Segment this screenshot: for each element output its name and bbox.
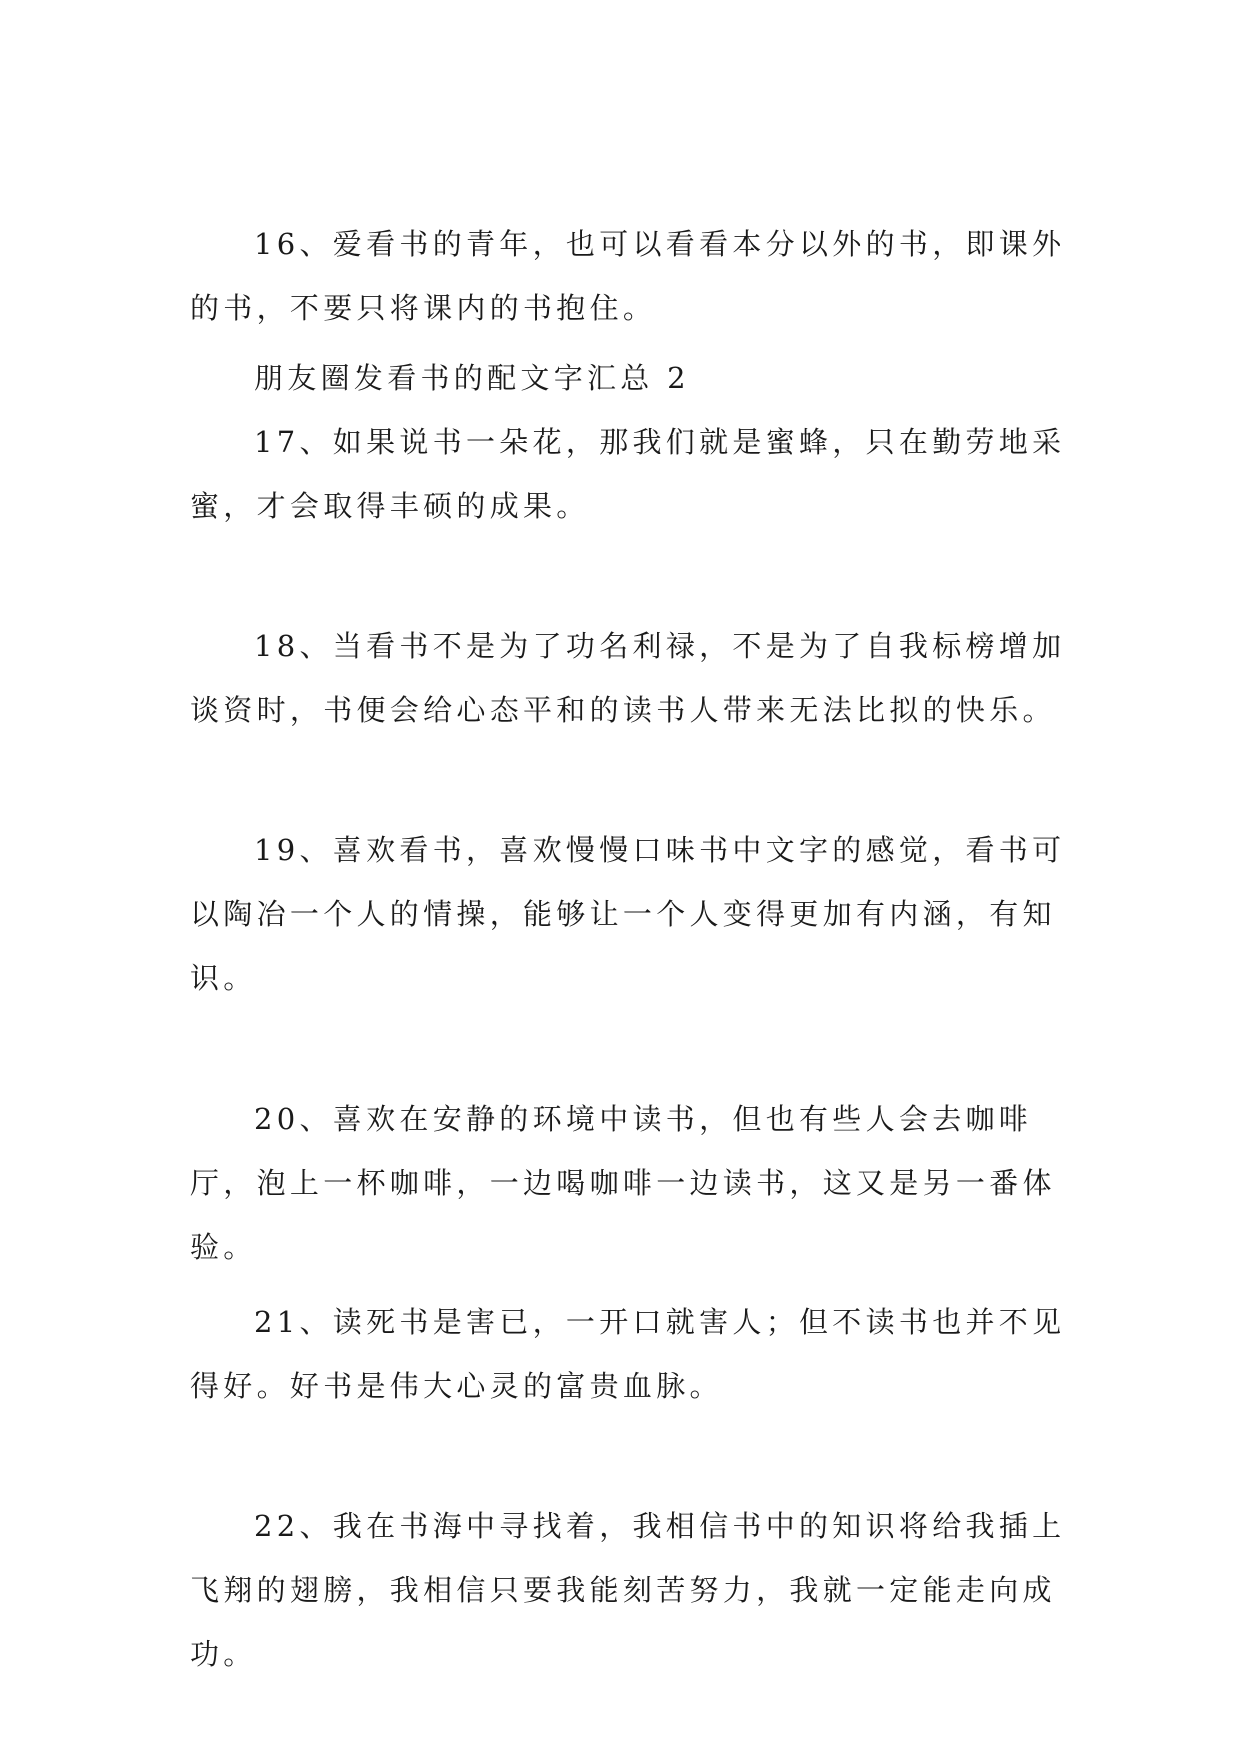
section-heading: 朋友圈发看书的配文字汇总 2 xyxy=(254,361,690,395)
paragraph-22: 22、我在书海中寻找着，我相信书中的知识将给我插上飞翔的翅膀，我相信只要我能刻苦努力，我就一定能走向成功。 xyxy=(190,1509,1066,1671)
paragraph-17: 17、如果说书一朵花，那我们就是蜜蜂，只在勤劳地采蜜，才会取得丰硕的成果。 xyxy=(190,425,1066,523)
paragraph-16: 16、爱看书的青年，也可以看看本分以外的书，即课外的书，不要只将课内的书抱住。 xyxy=(190,227,1066,325)
paragraph-20: 20、喜欢在安静的环境中读书，但也有些人会去咖啡厅，泡上一杯咖啡，一边喝咖啡一边读书，这又是另一番体验。 xyxy=(190,1102,1056,1264)
paragraph-19: 19、喜欢看书，喜欢慢慢口味书中文字的感觉，看书可以陶冶一个人的情操，能够让一个人变得更加有内涵，有知识。 xyxy=(190,833,1066,995)
paragraph-21: 21、读死书是害已，一开口就害人；但不读书也并不见得好。好书是伟大心灵的富贵血脉。 xyxy=(190,1305,1066,1403)
paragraph-18: 18、当看书不是为了功名利禄，不是为了自我标榜增加谈资时，书便会给心态平和的读书人带来无法比拟的快乐。 xyxy=(190,629,1066,727)
